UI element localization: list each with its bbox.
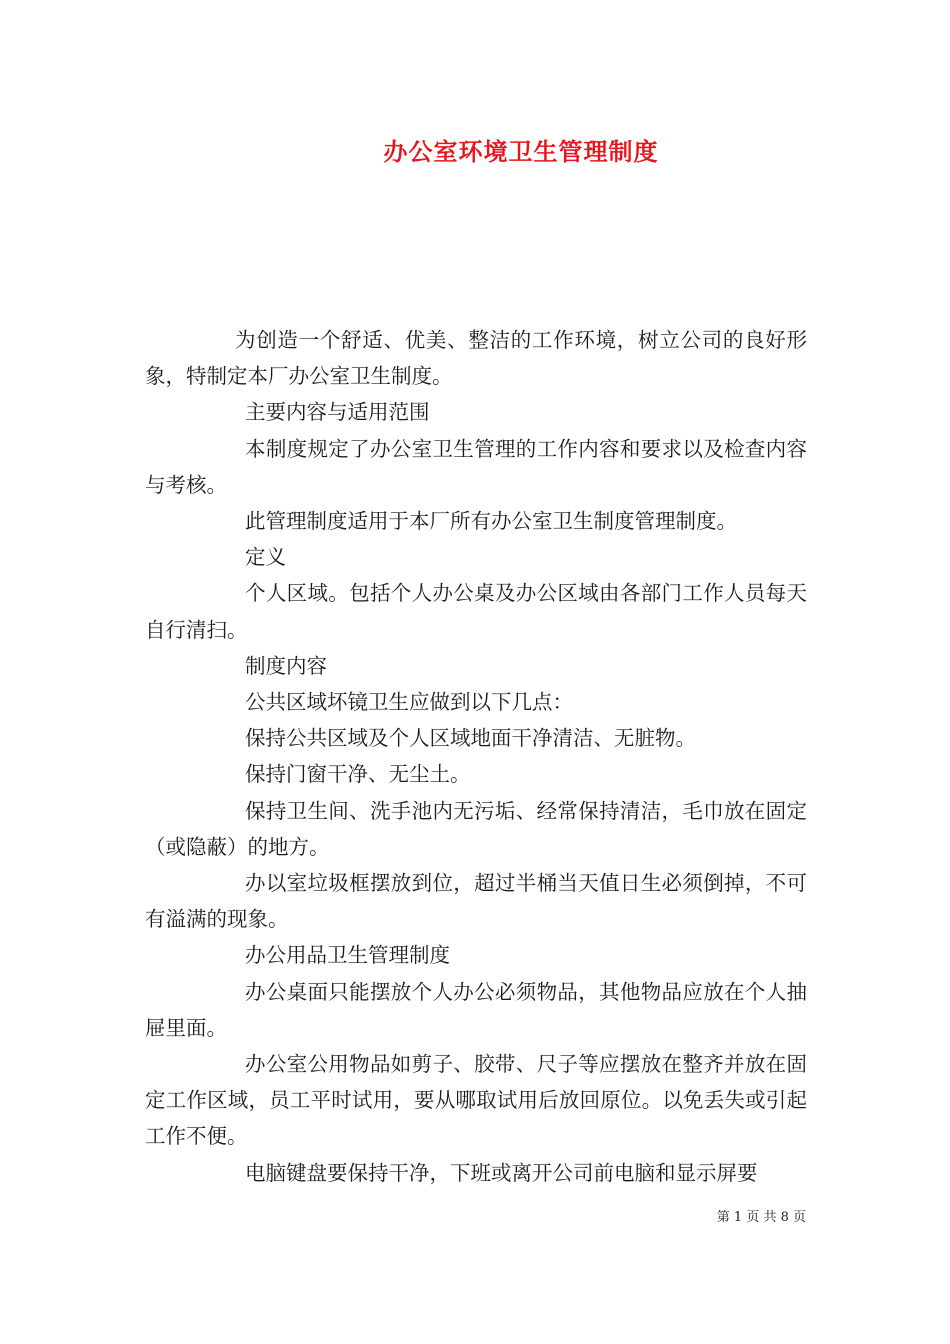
document-body [145, 322, 807, 1191]
page-footer: 第 1 页 共 8 页 [716, 1210, 806, 1225]
paragraph-computer: 电脑键盘要保持干净，下班或离开公司前电脑和显示屏要 [245, 1160, 758, 1185]
paragraph-desk: 办公桌面只能摆放个人办公必须物品，其他物品应放在个人抽屉里面。 [145, 979, 807, 1040]
heading-office-supplies: 办公用品卫生管理制度 [245, 943, 450, 968]
paragraph-scope-content: 本制度规定了办公室卫生管理的工作内容和要求以及检查内容与考核。 [145, 436, 807, 497]
paragraph-restroom: 保持卫生间、洗手池内无污垢、经常保持清洁，毛巾放在固定（或隐蔽）的地方。 [145, 798, 807, 859]
heading-scope: 主要内容与适用范围 [245, 400, 430, 425]
paragraph-floor-clean: 保持公共区域及个人区域地面干净清洁、无脏物。 [245, 726, 696, 751]
paragraph-shared-items: 办公室公用物品如剪子、胶带、尺子等应摆放在整齐并放在固定工作区域，员工平时试用，要从哪取试用后放回原位。以免丢失或引起工作不便。 [145, 1052, 807, 1149]
paragraph-intro: 为创造一个舒适、优美、整洁的工作环境，树立公司的良好形象，特制定本厂办公室卫生制度。 [145, 328, 807, 389]
paragraph-personal-area: 个人区域。包括个人办公桌及办公区域由各部门工作人员每天自行清扫。 [145, 581, 807, 642]
paragraph-doors-windows: 保持门窗干净、无尘土。 [245, 762, 471, 787]
paragraph-trash: 办以室垃圾框摆放到位，超过半桶当天值日生必须倒掉，不可有溢满的现象。 [145, 871, 807, 932]
heading-content: 制度内容 [245, 653, 327, 678]
paragraph-scope-applicability: 此管理制度适用于本厂所有办公室卫生制度管理制度。 [245, 509, 737, 534]
heading-definition: 定义 [245, 545, 286, 570]
paragraph-public-area: 公共区域坏镜卫生应做到以下几点： [245, 690, 573, 715]
document-title: 办公室环境卫生管理制度 [383, 137, 659, 166]
